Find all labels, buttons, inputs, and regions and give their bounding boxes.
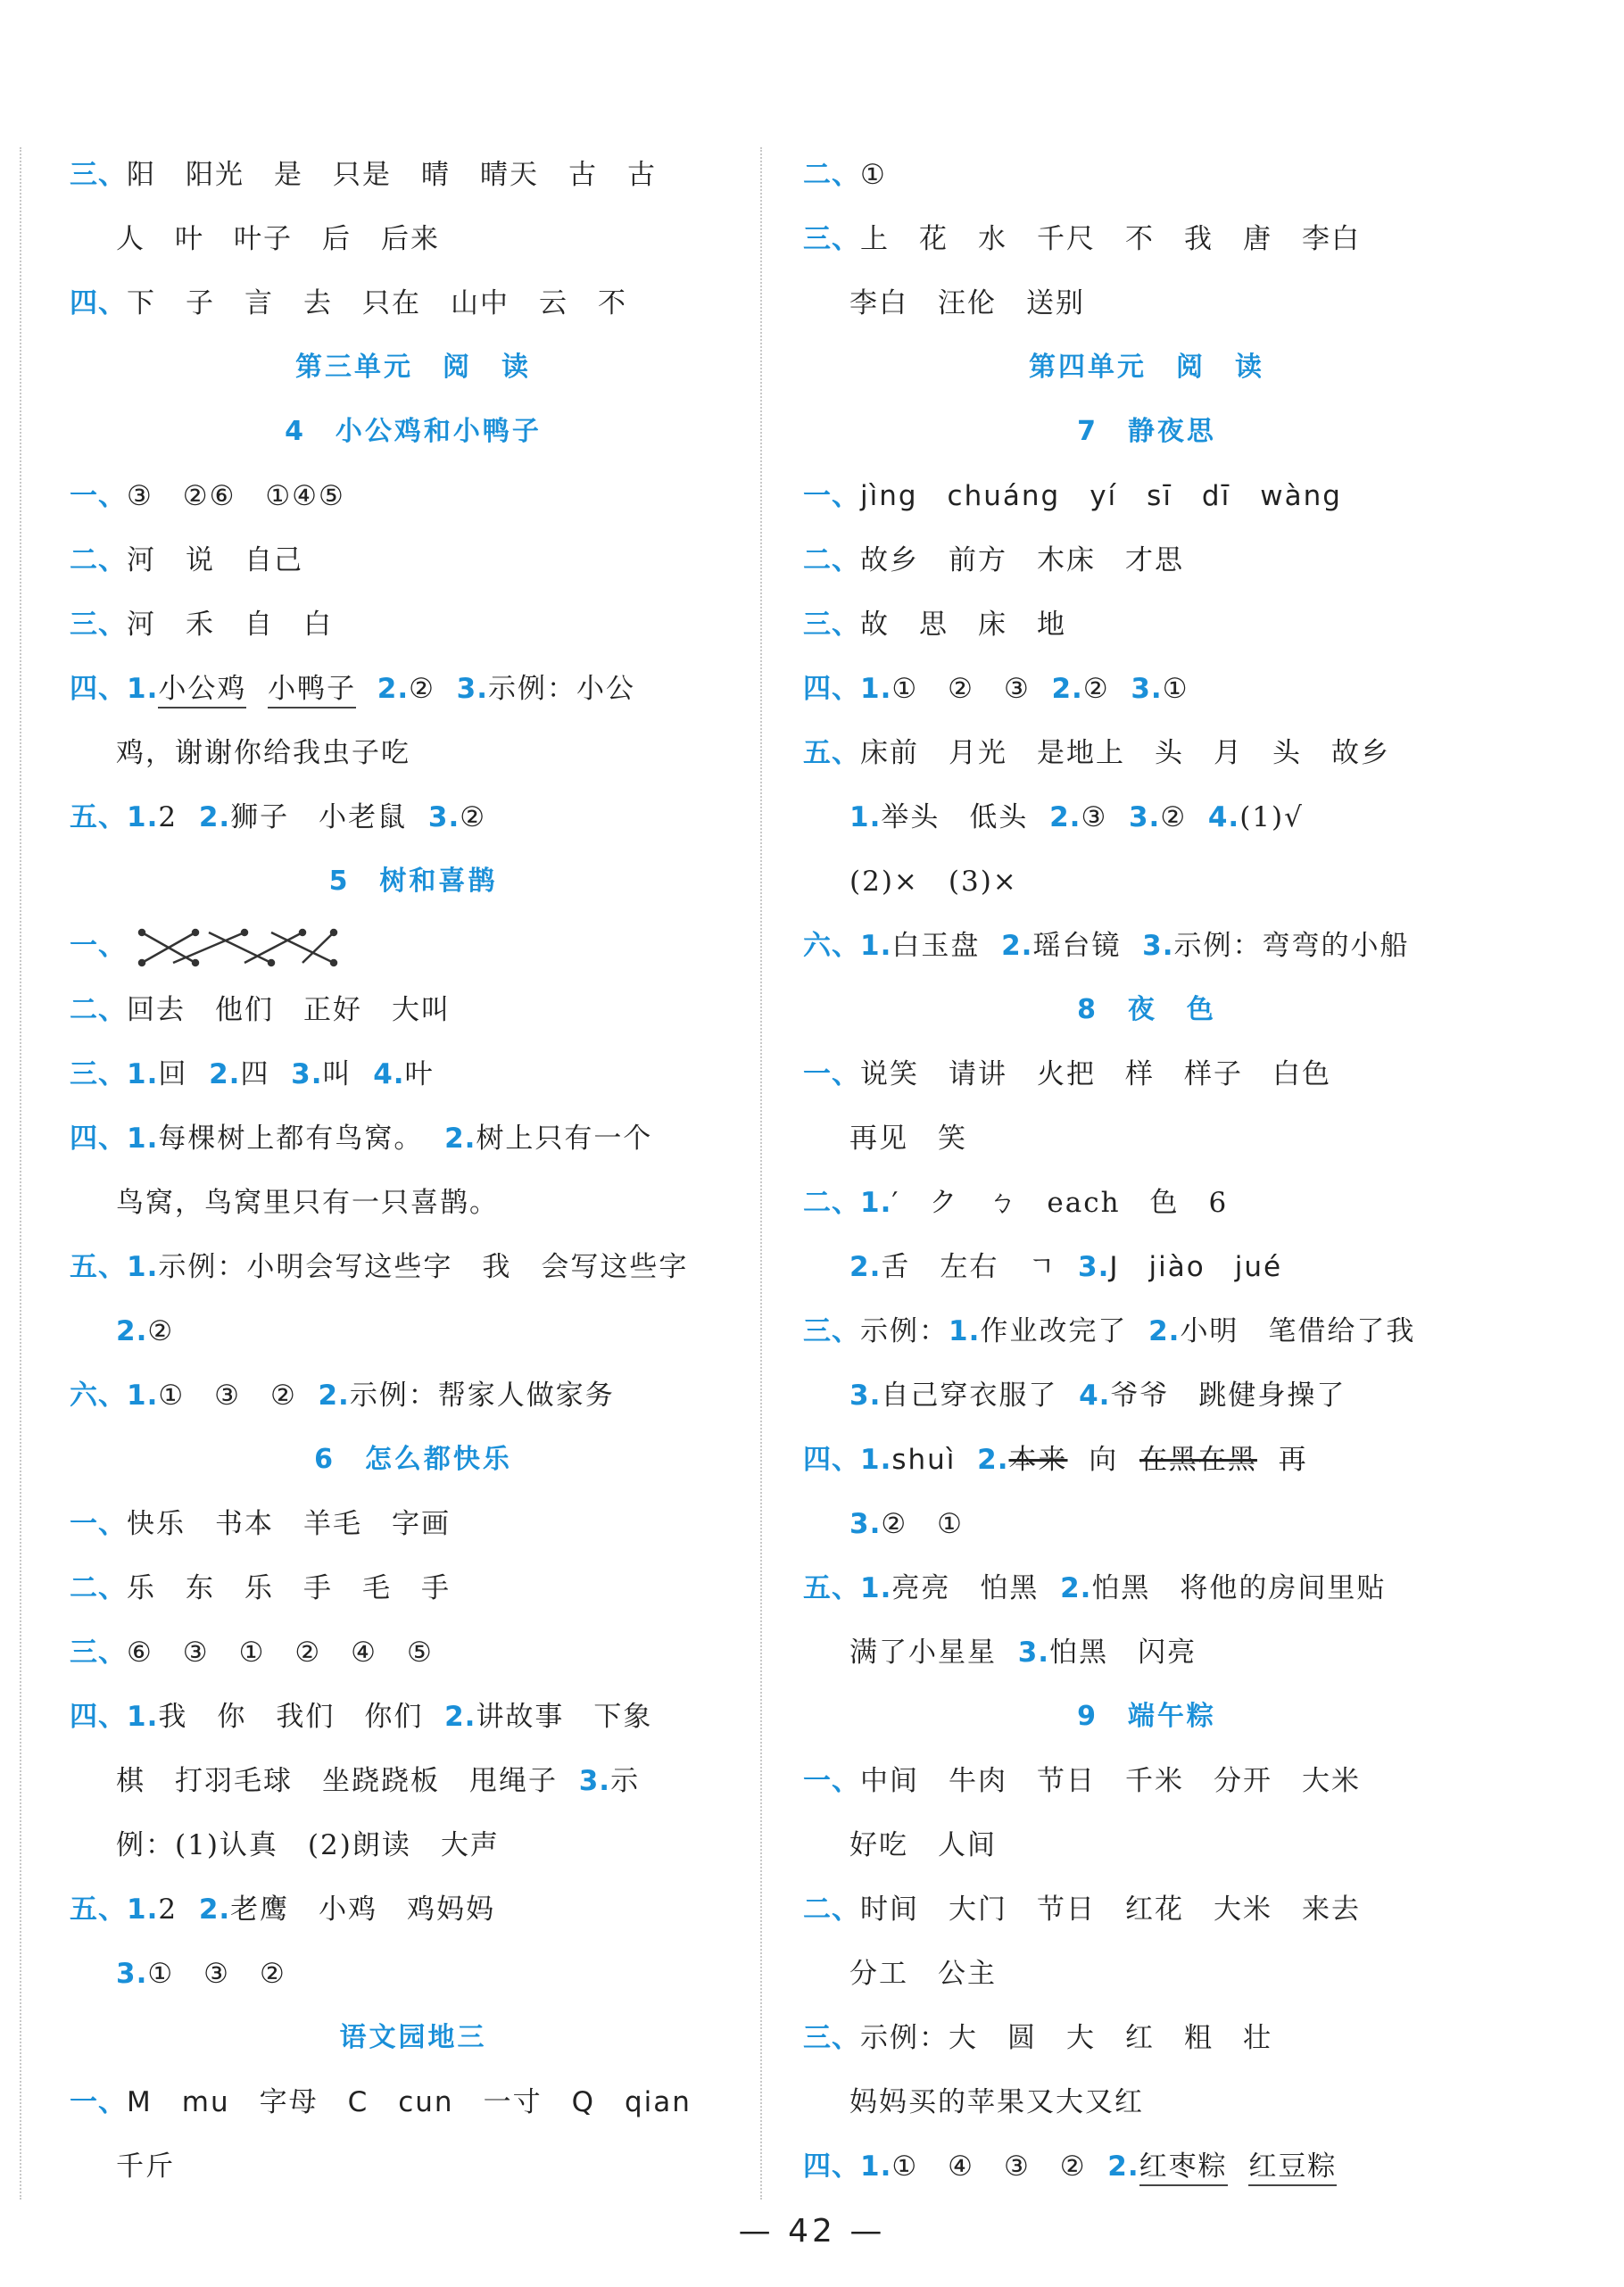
answer-line: 分工 公主 — [849, 1958, 997, 1990]
answer-line: 一、jìng chuáng yí sī dī wàng — [803, 480, 1342, 512]
answer-line: 一、中间 牛肉 节日 千米 分开 大米 — [803, 1765, 1361, 1797]
answer-line: 五、1.2 2.狮子 小老鼠 3.② — [70, 801, 487, 833]
lesson-heading: 9 端午粽 — [1077, 1701, 1216, 1732]
answer-line: 鸟窝，鸟窝里只有一只喜鹊。 — [116, 1187, 499, 1219]
answer-line: 四、1.我 你 我们 你们 2.讲故事 下象 — [70, 1701, 653, 1733]
answer-line: 二、乐 东 乐 手 毛 手 — [70, 1572, 451, 1604]
answer-line: 3.① ③ ② — [116, 1958, 286, 1990]
answer-line: 三、⑥ ③ ① ② ④ ⑤ — [70, 1637, 434, 1669]
answer-line: 人 叶 叶子 后 后来 — [116, 223, 440, 255]
answer-line: 二、回去 他们 正好 大叫 — [70, 994, 451, 1026]
answer-line: 二、故乡 前方 木床 才思 — [803, 544, 1184, 576]
answer-line: 四、下 子 言 去 只在 山中 云 不 — [70, 287, 627, 319]
answer-line: 3.② ① — [849, 1508, 964, 1540]
answer-line: 2.② — [116, 1315, 175, 1347]
answer-line: 二、① — [803, 159, 887, 191]
answer-line: 妈妈买的苹果又大又红 — [849, 2086, 1144, 2118]
answer-line: 一、③ ②⑥ ①④⑤ — [70, 480, 345, 512]
answer-line: 千斤 — [116, 2150, 175, 2183]
answer-line: 李白 汪伦 送别 — [849, 287, 1085, 319]
answer-line: 四、1.① ② ③ 2.② 3.① — [803, 673, 1189, 705]
answer-line: 二、1.′ ク ㄅ each 色 6 — [803, 1187, 1229, 1219]
answer-line: 一、 — [70, 914, 757, 978]
answer-line: 四、1.shuì 2.本来 向 在黑在黑 再 — [803, 1444, 1308, 1476]
column-divider-left — [20, 147, 21, 2200]
answer-line: 3.自己穿衣服了 4.爷爷 跳健身操了 — [849, 1380, 1346, 1412]
answer-line: 五、1.2 2.老鹰 小鸡 鸡妈妈 — [70, 1893, 496, 1926]
answer-line: 三、示例：1.作业改完了 2.小明 笔借给了我 — [803, 1315, 1416, 1347]
page-number: — 42 — — [738, 2213, 886, 2250]
answer-line: 五、1.示例：小明会写这些字 我 会写这些字 — [70, 1251, 689, 1283]
answer-line: 二、时间 大门 节日 红花 大米 来去 — [803, 1893, 1361, 1926]
lesson-heading: 5 树和喜鹊 — [328, 866, 498, 897]
answer-line: 四、1.每棵树上都有鸟窝。 2.树上只有一个 — [70, 1123, 653, 1155]
answer-line: 四、1.① ④ ③ ② 2.红枣粽 红豆粽 — [803, 2134, 1490, 2199]
matching-lines-graphic — [137, 928, 343, 967]
answer-line: 2.舌 左右 ㄱ 3.J jiào jué — [849, 1251, 1283, 1283]
right-column — [803, 143, 1490, 2199]
answer-line: 1.举头 低头 2.③ 3.② 4.(1)√ — [849, 801, 1304, 833]
answer-line: 一、快乐 书本 羊毛 字画 — [70, 1508, 451, 1540]
left-column — [70, 143, 757, 2199]
unit-heading: 第四单元 阅 读 — [1029, 352, 1264, 383]
answer-line: 三、阳 阳光 是 只是 晴 晴天 古 古 — [70, 159, 657, 191]
answer-line: 二、河 说 自己 — [70, 544, 303, 576]
column-divider-center — [760, 147, 762, 2200]
answer-line: 再见 笑 — [849, 1123, 967, 1155]
answer-line: (2)× (3)× — [849, 866, 1018, 898]
lesson-heading: 6 怎么都快乐 — [314, 1444, 512, 1475]
answer-line: 一、M mu 字母 C cun 一寸 Q qian — [70, 2086, 692, 2118]
answer-line: 五、床前 月光 是地上 头 月 头 故乡 — [803, 737, 1390, 769]
answer-line: 四、1.小公鸡 小鸭子 2.② 3.示例：小公 — [70, 657, 757, 721]
answer-line: 一、说笑 请讲 火把 样 样子 白色 — [803, 1058, 1331, 1090]
answer-line: 三、河 禾 自 白 — [70, 609, 333, 641]
lesson-heading: 8 夜 色 — [1077, 994, 1216, 1025]
answer-line: 棋 打羽毛球 坐跷跷板 甩绳子 3.示 — [116, 1765, 641, 1797]
unit-heading: 第三单元 阅 读 — [295, 352, 531, 383]
answer-line: 满了小星星 3.怕黑 闪亮 — [849, 1637, 1197, 1669]
answer-line: 三、示例：大 圆 大 红 粗 壮 — [803, 2022, 1272, 2054]
section-heading: 语文园地三 — [339, 2022, 487, 2053]
answer-line: 五、1.亮亮 怕黑 2.怕黑 将他的房间里贴 — [803, 1572, 1387, 1604]
lesson-heading: 4 小公鸡和小鸭子 — [285, 416, 542, 447]
lesson-heading: 7 静夜思 — [1077, 416, 1216, 447]
answer-line: 好吃 人间 — [849, 1829, 997, 1861]
answer-line: 三、1.回 2.四 3.叫 4.叶 — [70, 1058, 435, 1090]
answer-line: 三、上 花 水 千尺 不 我 唐 李白 — [803, 223, 1361, 255]
answer-line: 鸡，谢谢你给我虫子吃 — [116, 737, 410, 769]
answer-line: 六、1.白玉盘 2.瑶台镜 3.示例：弯弯的小船 — [803, 930, 1410, 962]
answer-line: 六、1.① ③ ② 2.示例：帮家人做家务 — [70, 1380, 615, 1412]
answer-line: 例：(1)认真 (2)朗读 大声 — [116, 1829, 500, 1861]
answer-line: 三、故 思 床 地 — [803, 609, 1066, 641]
